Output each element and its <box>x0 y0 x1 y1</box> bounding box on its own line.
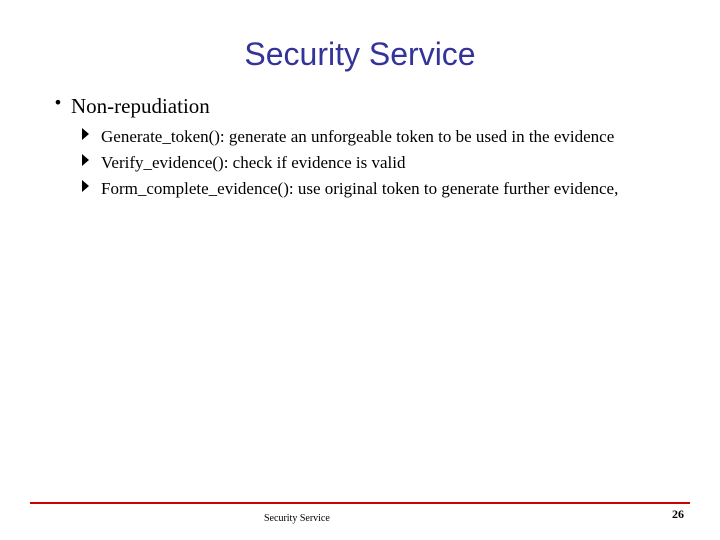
bullet-dot-icon: • <box>53 92 63 112</box>
page-number: 26 <box>672 507 684 521</box>
triangle-right-icon <box>82 180 89 192</box>
slide-title: Security Service <box>244 36 476 72</box>
sub-bullet-text: Form_complete_evidence(): use original token to generate further evidence, <box>101 179 619 198</box>
sub-bullet-text: Generate_token(): generate an unforgeable token to be used in the evidence <box>101 127 615 146</box>
bullet-label: Non-repudiation <box>71 94 210 118</box>
list-item <box>82 176 618 202</box>
list-item <box>82 150 618 176</box>
footer-title: Security Service <box>264 513 330 524</box>
triangle-right-icon <box>82 154 89 166</box>
bullet-non-repudiation <box>46 92 210 120</box>
sub-bullet-list <box>82 124 618 202</box>
footer-divider <box>30 502 690 504</box>
list-item <box>82 124 618 150</box>
triangle-right-icon <box>82 128 89 140</box>
sub-bullet-text: Verify_evidence(): check if evidence is valid <box>101 153 406 172</box>
